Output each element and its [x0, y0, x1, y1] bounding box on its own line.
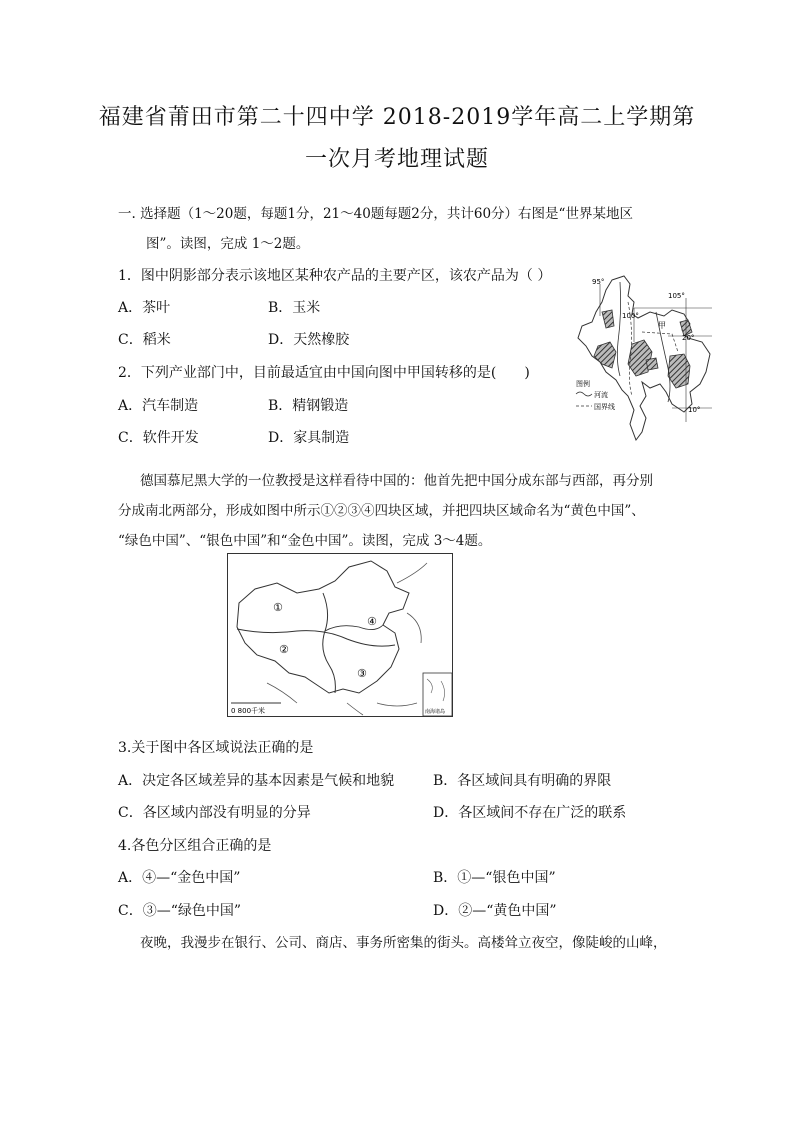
q1-option-a: A．茶叶 [118, 300, 171, 316]
passage2-line1: 德国慕尼黑大学的一位教授是这样看待中国的：他首先把中国分成东部与西部，再分别 [140, 473, 653, 489]
label-10: 10° [688, 406, 701, 414]
q4-option-d: D．②—“黄色中国” [433, 903, 557, 919]
q3-stem: 3.关于图中各区域说法正确的是 [118, 740, 314, 756]
production-area [646, 358, 658, 370]
q4-option-b: B．①—“银色中国” [433, 870, 556, 886]
q4-stem: 4.各色分区组合正确的是 [118, 838, 272, 854]
region-2-label: ② [279, 643, 289, 656]
southeast-asia-map-figure [572, 272, 722, 444]
passage3-line1: 夜晚，我漫步在银行、公司、商店、事务所密集的街头。高楼耸立夜空，像陡峻的山峰， [140, 935, 667, 951]
q1-option-d: D．天然橡胶 [268, 332, 350, 348]
region-3-label: ③ [357, 667, 367, 680]
label-100: 100° [622, 312, 639, 320]
q3-option-a: A．决定各区域差异的基本因素是气候和地貌 [118, 773, 395, 789]
q2-option-d: D．家具制造 [268, 430, 350, 446]
section-intro-line1: 一. 选择题（1～20题，每题1分，21～40题每题2分，共计60分）右图是“世界某地区 [118, 206, 633, 222]
region-4-label: ④ [367, 615, 377, 628]
q1-stem: 1．图中阴影部分表示该地区某种农产品的主要产区，该农产品为（ ） [118, 268, 552, 284]
q1-option-b: B．玉米 [268, 300, 321, 316]
q2-option-a: A．汽车制造 [118, 398, 199, 414]
legend-title: 图例 [576, 380, 590, 388]
section-intro-line2: 图”。读图，完成 1～2题。 [146, 236, 310, 252]
q2-option-b: B．精钢锻造 [268, 398, 349, 414]
southeast-asia-map [572, 272, 722, 444]
label-95: 95° [592, 278, 605, 286]
q2-option-c: C．软件开发 [118, 430, 199, 446]
label-jia: 甲 [658, 321, 666, 330]
q4-option-c: C．③—“绿色中国” [118, 903, 242, 919]
label-105: 105° [668, 292, 685, 300]
china-regions-map-figure [227, 553, 453, 717]
passage2-line2: 分成南北两部分，形成如图中所示①②③④四块区域，并把四块区域命名为“黄色中国”、 [118, 503, 645, 519]
exam-title-line1: 福建省莆田市第二十四中学 2018-2019学年高二上学期第 [98, 105, 696, 130]
q4-option-a: A．④—“金色中国” [118, 870, 241, 886]
q2-stem: 2．下列产业部门中，目前最适宜由中国向图中甲国转移的是( ) [118, 365, 530, 381]
legend-river-label: 河流 [594, 391, 608, 399]
q3-option-d: D．各区域间不存在广泛的联系 [433, 805, 627, 821]
region-1-label: ① [273, 601, 283, 614]
q1-option-c: C．稻米 [118, 332, 171, 348]
legend-river-symbol [576, 392, 592, 396]
inset-label: 南海诸岛 [425, 709, 446, 715]
exam-title-line2: 一次月考地理试题 [304, 147, 489, 172]
q3-option-b: B．各区域间具有明确的界限 [433, 773, 612, 789]
china-regions-map [227, 553, 453, 717]
passage2-line3: “绿色中国”、“银色中国”和“金色中国”。读图，完成 3～4题。 [118, 533, 492, 549]
legend-border-label: 国界线 [594, 403, 615, 411]
label-20: 20° [682, 334, 695, 342]
scale-label: 0 800千米 [231, 707, 266, 715]
q3-option-c: C．各区域内部没有明显的分异 [118, 805, 311, 821]
